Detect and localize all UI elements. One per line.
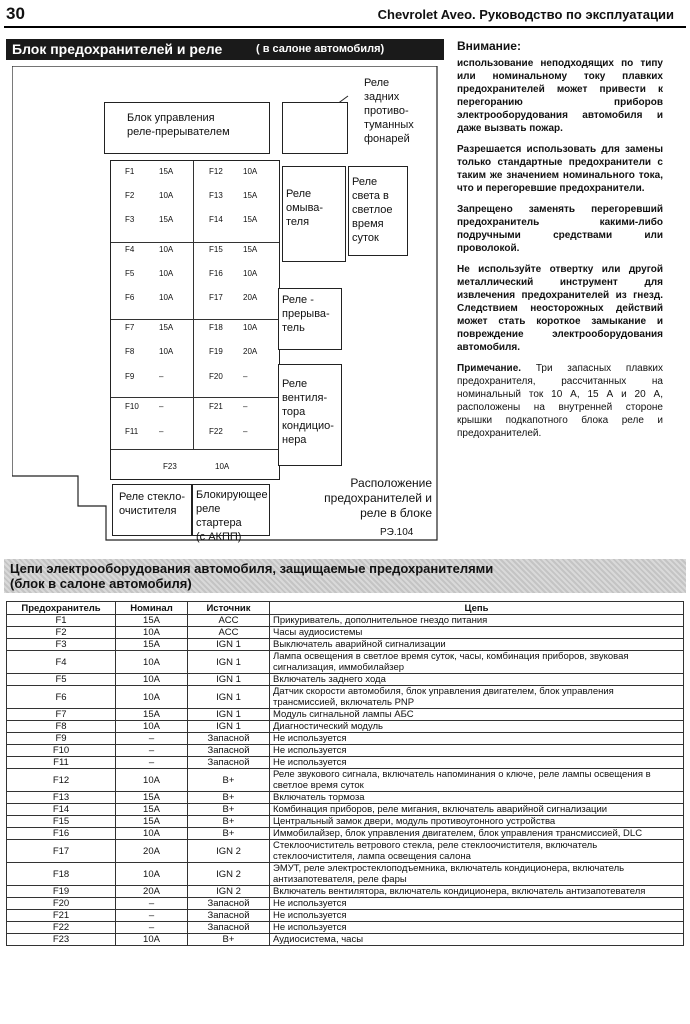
circuit-cell: Часы аудиосистемы <box>270 627 684 639</box>
fuse-f22-amp: – <box>243 427 248 436</box>
wiper-relay-box <box>112 484 192 536</box>
fuse-f6-id: F6 <box>125 293 135 302</box>
ac-fan-relay-line: вентиля- <box>282 392 328 404</box>
rating-cell: 10A <box>116 721 188 733</box>
rear-fog-relay-box <box>282 102 348 154</box>
source-cell: Запасной <box>188 922 270 934</box>
ac-fan-relay-line: кондицио- <box>282 420 334 432</box>
fuse-f8-id: F8 <box>125 347 135 356</box>
rating-cell: 10A <box>116 674 188 686</box>
source-cell: IGN 1 <box>188 709 270 721</box>
source-cell: IGN 2 <box>188 886 270 898</box>
fuse-f3-amp: 15A <box>159 215 174 224</box>
source-cell: Запасной <box>188 898 270 910</box>
section-subtitle: ( в салоне автомобиля) <box>256 43 385 55</box>
section-title: Блок предохранителей и реле <box>12 41 223 57</box>
source-cell: IGN 1 <box>188 639 270 651</box>
source-cell: IGN 1 <box>188 651 270 674</box>
warning-paragraph: Разрешается использовать для замены только стандартные предохранители с таким же значением номинального тока, что и перегоревшие предохранители. <box>457 144 663 194</box>
caption-line: предохранителей и <box>324 491 432 505</box>
fuse-id-cell: F15 <box>7 816 116 828</box>
warning-paragraph: Не используйте отвертку или другой металлический инструмент для извлечения предохранителей из гнезд. Следствием неосторожных действий может стать короткое замыкание и повреждение электрооборудования автомобиля. <box>457 264 663 353</box>
circuit-cell: Аудиосистема, часы <box>270 934 684 946</box>
circuit-cell: Выключатель аварийной сигнализации <box>270 639 684 651</box>
section-banner <box>6 39 444 60</box>
rating-cell: 10A <box>116 828 188 840</box>
fuse-id-cell: F18 <box>7 863 116 886</box>
fuse-f17-amp: 20A <box>243 293 258 302</box>
starter-relay-line: Блокирующее <box>196 489 268 501</box>
daylight-relay-line: света в <box>352 190 389 202</box>
rear-fog-line: фонарей <box>364 133 410 145</box>
source-cell: B+ <box>188 769 270 792</box>
rating-cell: 15A <box>116 804 188 816</box>
circuit-cell: Не используется <box>270 898 684 910</box>
control-unit-line: Блок управления <box>127 112 215 124</box>
note-paragraph <box>457 362 663 440</box>
source-cell: B+ <box>188 934 270 946</box>
note-label: Примечание. <box>457 363 522 374</box>
fuse-f5-amp: 10A <box>159 269 174 278</box>
rating-cell: 10A <box>116 651 188 674</box>
fuse-f12-amp: 10A <box>243 167 258 176</box>
fuse-f7-amp: 15A <box>159 323 174 332</box>
interrupter-relay-line: прерыва- <box>282 308 330 320</box>
circuit-cell: Модуль сигнальной лампы АБС <box>270 709 684 721</box>
circuit-cell: Стеклоочиститель ветрового стекла, реле стеклоочистителя, включатель стеклоочистителя, лампа освещения салона <box>270 840 684 863</box>
ac-fan-relay-line: Реле <box>282 378 308 390</box>
rating-cell: – <box>116 733 188 745</box>
fuse-id-cell: F1 <box>7 615 116 627</box>
warning-paragraph: использование неподходящих по типу или номинальному току плавких предохранителей может привести к перегорaнию приборов электрооборудования автомобиля и даже вызвать пожар. <box>457 58 663 134</box>
table-body <box>7 615 684 946</box>
caption-line: реле в блоке <box>360 506 432 520</box>
table-row <box>7 627 684 639</box>
table-row <box>7 828 684 840</box>
table-row <box>7 745 684 757</box>
starter-relay-line: (с АКПП) <box>196 531 242 543</box>
fuse-f20-amp: – <box>243 372 248 381</box>
ac-fan-relay-line: нера <box>282 434 307 446</box>
source-cell: B+ <box>188 792 270 804</box>
column-header: Источник <box>188 602 270 615</box>
source-cell: B+ <box>188 828 270 840</box>
circuit-cell: Лампа освещения в светлое время суток, часы, комбинация приборов, звуковая сигнализация, иммобилайзер <box>270 651 684 674</box>
fuse-f6-amp: 10A <box>159 293 174 302</box>
fuse-f11-amp: – <box>159 427 164 436</box>
table-row <box>7 863 684 886</box>
fuse-f23-amp: 10A <box>215 462 230 471</box>
rating-cell: 15A <box>116 816 188 828</box>
fuse-id-cell: F12 <box>7 769 116 792</box>
circuit-cell: Реле звукового сигнала, включатель напоминания о ключе, реле лампы освещения в светлое время суток <box>270 769 684 792</box>
rating-cell: 20A <box>116 886 188 898</box>
column-header: Предохранитель <box>7 602 116 615</box>
fuse-f16-amp: 10A <box>243 269 258 278</box>
fuse-f21-id: F21 <box>209 402 223 411</box>
table-banner <box>4 559 686 593</box>
circuit-cell: Диагностический модуль <box>270 721 684 733</box>
table-row <box>7 840 684 863</box>
circuit-cell: Датчик скорости автомобиля, блок управления двигателем, блок управления трансмиссией, включатель PNP <box>270 686 684 709</box>
fuse-f15-id: F15 <box>209 245 223 254</box>
figure-id: РЭ.104 <box>380 527 414 538</box>
table-title-line: Цепи электрооборудования автомобиля, защищаемые предохранителями <box>10 561 494 576</box>
fuse-circuits-table <box>6 601 684 946</box>
fuse-id-cell: F5 <box>7 674 116 686</box>
fuse-group-divider <box>111 242 279 243</box>
rating-cell: – <box>116 910 188 922</box>
fuse-f11-id: F11 <box>125 427 139 436</box>
circuit-cell: Включатель тормоза <box>270 792 684 804</box>
rating-cell: 15A <box>116 709 188 721</box>
circuit-cell: Не используется <box>270 757 684 769</box>
fuse-id-cell: F22 <box>7 922 116 934</box>
table-row <box>7 769 684 792</box>
circuit-cell: Не используется <box>270 745 684 757</box>
source-cell: IGN 1 <box>188 721 270 733</box>
fuse-f20-id: F20 <box>209 372 223 381</box>
column-header: Цепь <box>270 602 684 615</box>
caption-line: Расположение <box>350 476 432 490</box>
table-row <box>7 816 684 828</box>
interrupter-relay-line: тель <box>282 322 305 334</box>
fuse-f14-amp: 15A <box>243 215 258 224</box>
fuse-f9-id: F9 <box>125 372 135 381</box>
fuse-id-cell: F20 <box>7 898 116 910</box>
table-row <box>7 674 684 686</box>
circuit-cell: Не используется <box>270 910 684 922</box>
source-cell: IGN 1 <box>188 686 270 709</box>
circuit-cell: Не используется <box>270 922 684 934</box>
table-row <box>7 922 684 934</box>
fuse-f1-id: F1 <box>125 167 135 176</box>
daylight-relay-line: Реле <box>352 176 378 188</box>
interrupter-relay-line: Реле - <box>282 294 314 306</box>
table-row <box>7 757 684 769</box>
circuit-cell: Прикуриватель, дополнительное гнездо питания <box>270 615 684 627</box>
source-cell: IGN 2 <box>188 863 270 886</box>
table-row <box>7 721 684 733</box>
table-row <box>7 709 684 721</box>
wiper-relay-line: очистителя <box>119 505 177 517</box>
source-cell: Запасной <box>188 745 270 757</box>
table-row <box>7 886 684 898</box>
fuse-id-cell: F4 <box>7 651 116 674</box>
rating-cell: – <box>116 898 188 910</box>
fuse-f4-id: F4 <box>125 245 135 254</box>
rear-fog-relay-label <box>364 76 414 146</box>
fuse-f15-amp: 15A <box>243 245 258 254</box>
source-cell: IGN 1 <box>188 674 270 686</box>
circuit-cell: Включатель заднего хода <box>270 674 684 686</box>
washer-relay-line: Реле <box>286 188 312 200</box>
fuse-id-cell: F8 <box>7 721 116 733</box>
wiper-relay-line: Реле стекло- <box>119 491 185 503</box>
rear-fog-line: задних <box>364 91 400 103</box>
column-header: Номинал <box>116 602 188 615</box>
rating-cell: – <box>116 745 188 757</box>
source-cell: IGN 2 <box>188 840 270 863</box>
diagram-caption <box>314 476 432 521</box>
fuse-f16-id: F16 <box>209 269 223 278</box>
fuse-f13-amp: 15A <box>243 191 258 200</box>
fuse-id-cell: F10 <box>7 745 116 757</box>
rating-cell: – <box>116 757 188 769</box>
circuit-cell: Центральный замок двери, модуль противоугонного устройства <box>270 816 684 828</box>
fuse-group-divider <box>111 449 279 450</box>
note-text: Три запасных плавких предохранителя, рассчитанных на номинальный ток 10 А, 15 А и 20 А, расположены на внутренней стороне крышки подкапотного блока реле и предохранителей. <box>457 363 664 439</box>
fuse-id-cell: F9 <box>7 733 116 745</box>
circuit-cell: ЭМУТ, реле электростеклоподъемника, включатель кондиционера, включатель антизапотевателя, реле фары <box>270 863 684 886</box>
control-unit-box <box>104 102 270 154</box>
table-row <box>7 792 684 804</box>
daylight-relay-box <box>348 166 408 256</box>
fuse-f22-id: F22 <box>209 427 223 436</box>
rating-cell: 20A <box>116 840 188 863</box>
fuse-id-cell: F17 <box>7 840 116 863</box>
rating-cell: 15A <box>116 639 188 651</box>
fuse-id-cell: F19 <box>7 886 116 898</box>
fuse-id-cell: F6 <box>7 686 116 709</box>
daylight-relay-line: светлое <box>352 204 393 216</box>
fuse-f10-amp: – <box>159 402 164 411</box>
fuse-id-cell: F13 <box>7 792 116 804</box>
washer-relay-line: омыва- <box>286 202 324 214</box>
fuse-id-cell: F11 <box>7 757 116 769</box>
fuse-id-cell: F7 <box>7 709 116 721</box>
rating-cell: 15A <box>116 792 188 804</box>
fuse-f14-id: F14 <box>209 215 223 224</box>
fuse-id-cell: F3 <box>7 639 116 651</box>
fuse-f8-amp: 10A <box>159 347 174 356</box>
table-row <box>7 733 684 745</box>
rating-cell: 10A <box>116 863 188 886</box>
fuse-f4-amp: 10A <box>159 245 174 254</box>
fuse-id-cell: F2 <box>7 627 116 639</box>
table-row <box>7 898 684 910</box>
running-title: Chevrolet Aveo. Руководство по эксплуатации <box>377 7 674 22</box>
fuse-id-cell: F14 <box>7 804 116 816</box>
fuse-f19-amp: 20A <box>243 347 258 356</box>
source-cell: B+ <box>188 816 270 828</box>
interrupter-relay-box <box>278 288 342 350</box>
rear-fog-line: противо- <box>364 105 409 117</box>
fuse-f18-id: F18 <box>209 323 223 332</box>
table-row <box>7 615 684 627</box>
fuse-f7-id: F7 <box>125 323 135 332</box>
table-row <box>7 934 684 946</box>
daylight-relay-line: время <box>352 218 384 230</box>
rating-cell: 10A <box>116 769 188 792</box>
fuse-f12-id: F12 <box>209 167 223 176</box>
ac-fan-relay-line: тора <box>282 406 306 418</box>
rating-cell: 10A <box>116 934 188 946</box>
table-row <box>7 686 684 709</box>
washer-relay-box <box>282 166 346 262</box>
table-row <box>7 804 684 816</box>
fuse-f2-id: F2 <box>125 191 135 200</box>
fuse-group-divider <box>111 319 279 320</box>
fuse-id-cell: F23 <box>7 934 116 946</box>
source-cell: Запасной <box>188 733 270 745</box>
rating-cell: 15A <box>116 615 188 627</box>
fuse-f9-amp: – <box>159 372 164 381</box>
table-row <box>7 651 684 674</box>
fuse-id-cell: F21 <box>7 910 116 922</box>
warning-heading: Внимание: <box>457 39 521 53</box>
fuse-id-cell: F16 <box>7 828 116 840</box>
starter-relay-line: реле стартера <box>196 503 242 529</box>
table-row <box>7 910 684 922</box>
control-unit-line: реле-прерывателем <box>127 126 230 138</box>
fuse-f23-id: F23 <box>163 462 177 471</box>
source-cell: Запасной <box>188 757 270 769</box>
fuse-panel <box>110 160 280 480</box>
fuse-f19-id: F19 <box>209 347 223 356</box>
circuit-cell: Комбинация приборов, реле мигания, включатель аварийной сигнализации <box>270 804 684 816</box>
fuse-f18-amp: 10A <box>243 323 258 332</box>
fuse-group-divider <box>111 397 279 398</box>
fuse-f1-amp: 15A <box>159 167 174 176</box>
source-cell: B+ <box>188 804 270 816</box>
washer-relay-line: теля <box>286 216 310 228</box>
daylight-relay-line: суток <box>352 232 379 244</box>
fuse-panel-divider <box>193 161 194 449</box>
rear-fog-line: туманных <box>364 119 414 131</box>
page-number: 30 <box>6 4 25 23</box>
source-cell: ACC <box>188 627 270 639</box>
warning-paragraph: Запрещено заменять перегоревший предохранитель какими-либо подручными средствами или проволокой. <box>457 204 663 254</box>
source-cell: Запасной <box>188 910 270 922</box>
fuse-f10-id: F10 <box>125 402 139 411</box>
table-header-row <box>7 602 684 615</box>
rating-cell: – <box>116 922 188 934</box>
rating-cell: 10A <box>116 627 188 639</box>
circuit-cell: Не используется <box>270 733 684 745</box>
table-row <box>7 639 684 651</box>
rating-cell: 10A <box>116 686 188 709</box>
fuse-f21-amp: – <box>243 402 248 411</box>
fuse-f17-id: F17 <box>209 293 223 302</box>
warning-column <box>457 40 663 448</box>
fuse-f2-amp: 10A <box>159 191 174 200</box>
rear-fog-line: Реле <box>364 77 390 89</box>
fuse-box-diagram <box>12 66 442 546</box>
fuse-f3-id: F3 <box>125 215 135 224</box>
header-rule <box>4 26 686 28</box>
table-title-line: (блок в салоне автомобиля) <box>10 576 192 591</box>
fuse-f5-id: F5 <box>125 269 135 278</box>
circuit-cell: Включатель вентилятора, включатель кондиционера, включатель антизапотевателя <box>270 886 684 898</box>
ac-fan-relay-box <box>278 364 342 466</box>
circuit-cell: Иммобилайзер, блок управления двигателем, блок управления трансмиссией, DLC <box>270 828 684 840</box>
fuse-f13-id: F13 <box>209 191 223 200</box>
source-cell: ACC <box>188 615 270 627</box>
starter-block-relay-box <box>192 484 270 543</box>
